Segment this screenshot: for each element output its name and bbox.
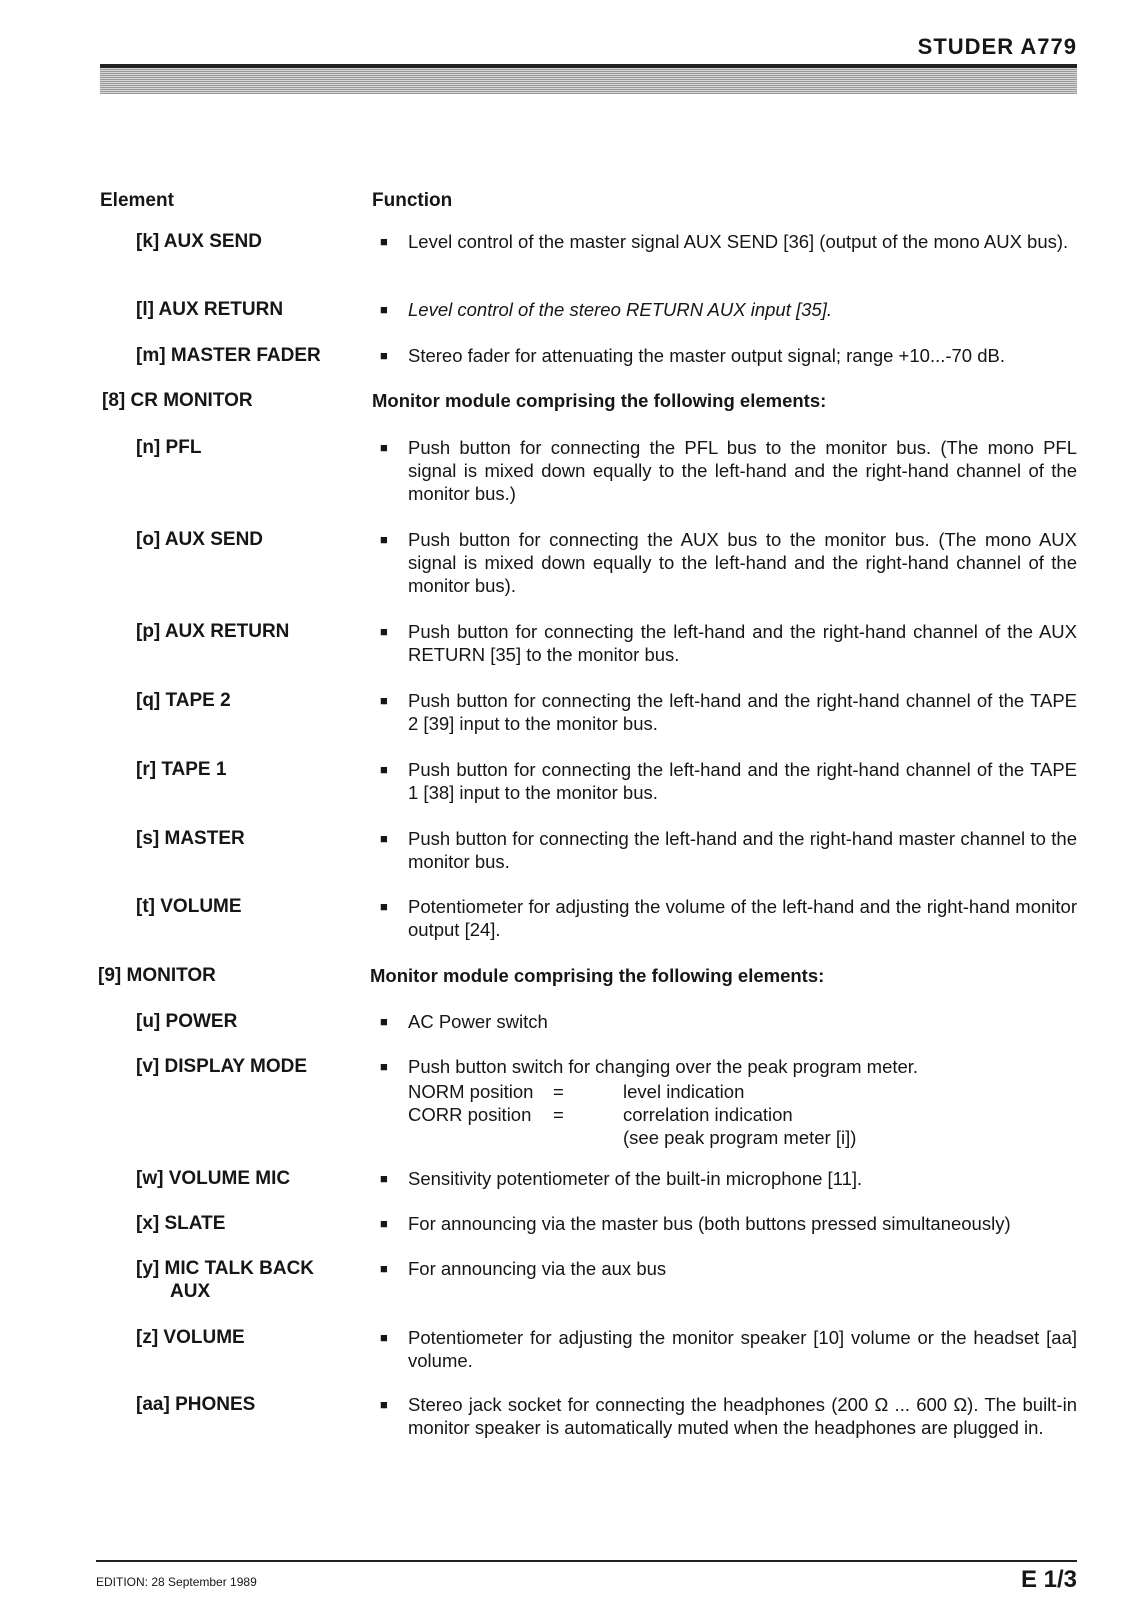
element-label: [n] PFL: [136, 437, 202, 458]
element-label: [x] SLATE: [136, 1213, 226, 1234]
element-label: [p] AUX RETURN: [136, 621, 290, 642]
function-text: ■ Level control of the stereo RETURN AUX input [35].: [380, 299, 832, 320]
function-column-header: Function: [372, 190, 453, 211]
function-text: ■ For announcing via the aux bus: [380, 1258, 667, 1279]
header-rule: [100, 64, 1077, 94]
function-text: ■ Stereo jack socket for connecting the headphones (200 Ω ... 600 Ω). The built-in monitor speaker is automatically muted when the headphones are plugged in.: [380, 1394, 1077, 1438]
function-text: ■ Stereo fader for attenuating the master output signal; range +10...-70 dB.: [380, 345, 1006, 366]
element-label: [v] DISPLAY MODE: [136, 1056, 308, 1077]
page-number: E 1/3: [1020, 1566, 1077, 1593]
element-label: [w] VOLUME MIC: [136, 1168, 291, 1189]
element-label: [t] VOLUME: [136, 896, 242, 917]
element-label: [r] TAPE 1: [136, 759, 227, 780]
element-label: [u] POWER: [136, 1011, 238, 1032]
element-column-header: Element: [100, 190, 174, 211]
function-text: ■ Potentiometer for adjusting the volume of the left-hand and the right-hand monitor output [24].: [380, 896, 1077, 940]
function-text: ■ Level control of the master signal AUX SEND [36] (output of the mono AUX bus).: [380, 231, 1069, 252]
display-mode-table: NORM position = level indication CORR position = correlation indication (see peak program meter [i]): [408, 1081, 857, 1148]
function-text: ■ Push button for connecting the left-hand and the right-hand channel of the AUX RETURN [35] to the monitor bus.: [380, 621, 1077, 665]
function-text: ■ Push button for connecting the PFL bus to the monitor bus. (The mono PFL signal is mixed down equally to the left-hand and the right-hand channel of the monitor bus.): [380, 437, 1077, 504]
element-label: [y] MIC TALK BACK AUX: [136, 1258, 315, 1302]
element-label: [s] MASTER: [136, 828, 245, 849]
function-text: ■ Push button for connecting the AUX bus to the monitor bus. (The mono AUX signal is mixed down equally to the left-hand and the right-hand channel of the monitor bus).: [380, 529, 1077, 596]
element-label: [q] TAPE 2: [136, 690, 231, 711]
section-label: [8] CR MONITOR: [102, 390, 253, 411]
function-text: ■ Push button for connecting the left-hand and the right-hand channel of the TAPE 2 [39] input to the monitor bus.: [380, 690, 1077, 734]
element-label: [z] VOLUME: [136, 1327, 245, 1348]
element-label: [aa] PHONES: [136, 1394, 256, 1415]
edition-date: EDITION: 28 September 1989: [96, 1575, 257, 1589]
element-label: [l] AUX RETURN: [136, 299, 284, 320]
footer-rule: [96, 1560, 1077, 1562]
element-label: [m] MASTER FADER: [136, 345, 321, 366]
function-text: ■ Potentiometer for adjusting the monitor speaker [10] volume or the headset [aa] volume.: [380, 1327, 1077, 1371]
section-description: Monitor module comprising the following elements:: [370, 965, 825, 986]
section-label: [9] MONITOR: [98, 965, 216, 986]
element-label: [k] AUX SEND: [136, 231, 262, 252]
function-text: ■ AC Power switch: [380, 1011, 548, 1032]
function-text: ■ Push button switch for changing over the peak program meter. NORM position = level indication CORR position = correlation indication (see peak program meter [i]): [380, 1055, 1077, 1149]
function-text: ■ Sensitivity potentiometer of the built-in microphone [11].: [380, 1168, 863, 1189]
function-text: ■ Push button for connecting the left-hand and the right-hand master channel to the monitor bus.: [380, 828, 1077, 872]
element-label: [o] AUX SEND: [136, 529, 264, 550]
section-description: Monitor module comprising the following elements:: [372, 390, 827, 411]
brand-title: STUDER A779: [917, 34, 1077, 59]
function-text: ■ For announcing via the master bus (both buttons pressed simultaneously): [380, 1213, 1011, 1234]
function-text: ■ Push button for connecting the left-hand and the right-hand channel of the TAPE 1 [38] input to the monitor bus.: [380, 759, 1077, 803]
